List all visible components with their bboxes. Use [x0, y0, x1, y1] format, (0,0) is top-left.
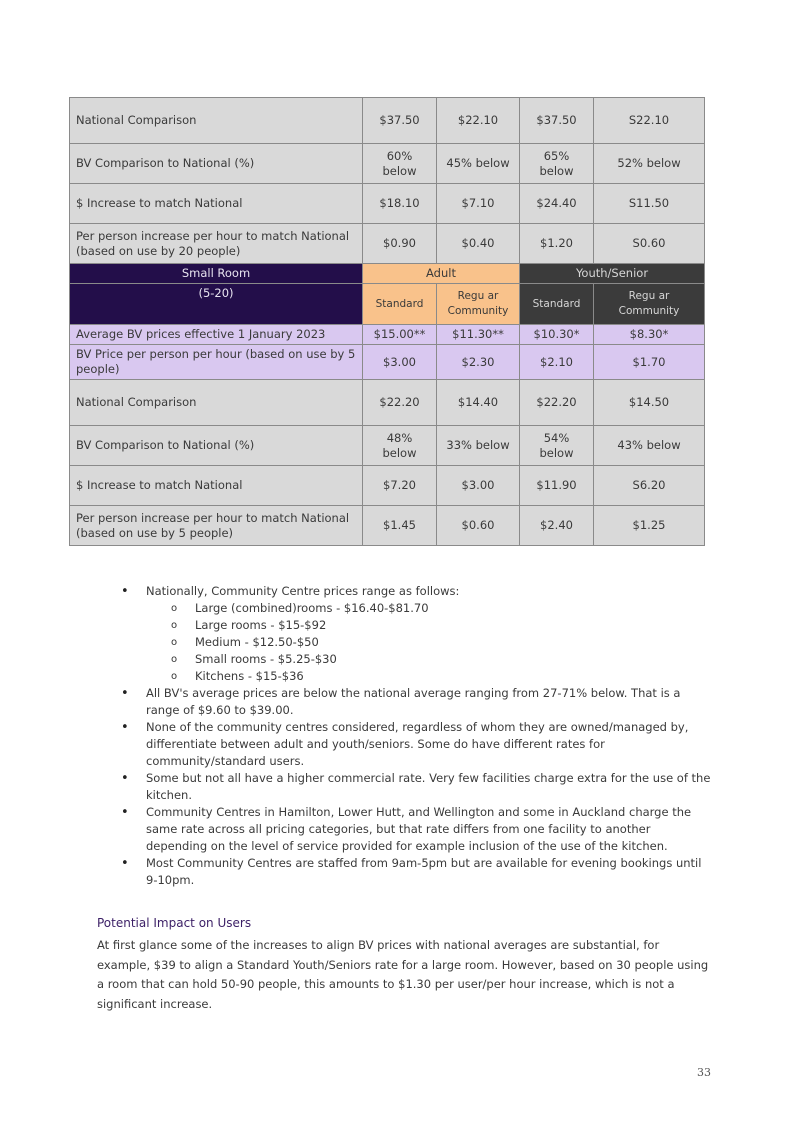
cell-value: 48% below	[363, 426, 437, 466]
cell-value: $1.70	[594, 345, 705, 380]
adult-standard-header: Standard	[363, 284, 437, 325]
cell-value: S11.50	[594, 184, 705, 224]
findings-list	[121, 583, 711, 889]
row-label: $ Increase to match National	[70, 184, 363, 224]
cell-value: $3.00	[363, 345, 437, 380]
list-item: • Most Community Centres are staffed from 9am-5pm but are available for evening bookings until 9-10pm.	[121, 855, 711, 889]
cell-value: 43% below	[594, 426, 705, 466]
table-header-row	[70, 264, 705, 284]
table-row	[70, 98, 705, 144]
youth-senior-header: Youth/Senior	[520, 264, 705, 284]
table-row	[70, 345, 705, 380]
bullet-text: Nationally, Community Centre prices range as follows:	[146, 584, 460, 598]
cell-value: $14.40	[437, 380, 520, 426]
list-item: • None of the community centres considered, regardless of whom they are owned/managed by, differentiate between adult and youth/seniors. Some do have different rates for community/standard users.	[121, 719, 711, 770]
youth-regular-header: Regu ar Community	[594, 284, 705, 325]
row-label: BV Comparison to National (%)	[70, 426, 363, 466]
table-row	[70, 466, 705, 506]
cell-value: $11.30**	[437, 325, 520, 345]
table-subheader-row	[70, 284, 705, 325]
cell-value: $1.25	[594, 506, 705, 546]
list-item: o Large rooms - $15-$92	[146, 617, 711, 634]
table-row	[70, 144, 705, 184]
cell-value: $14.50	[594, 380, 705, 426]
cell-value: 54% below	[520, 426, 594, 466]
row-label: BV Comparison to National (%)	[70, 144, 363, 184]
cell-value: $18.10	[363, 184, 437, 224]
list-item: • All BV's average prices are below the national average ranging from 27-71% below. That is a range of $9.60 to $39.00.	[121, 685, 711, 719]
cell-value: $2.10	[520, 345, 594, 380]
cell-value: $11.90	[520, 466, 594, 506]
cell-value: 45% below	[437, 144, 520, 184]
row-label: National Comparison	[70, 98, 363, 144]
cell-value: S6.20	[594, 466, 705, 506]
cell-value: $22.10	[437, 98, 520, 144]
list-item: o Small rooms - $5.25-$30	[146, 651, 711, 668]
adult-header: Adult	[363, 264, 520, 284]
cell-value: $22.20	[520, 380, 594, 426]
row-label: Per person increase per hour to match National (based on use by 20 people)	[70, 224, 363, 264]
pricing-comparison-table	[69, 97, 705, 546]
cell-value: $10.30*	[520, 325, 594, 345]
row-label: Per person increase per hour to match National (based on use by 5 people)	[70, 506, 363, 546]
list-item: • Some but not all have a higher commercial rate. Very few facilities charge extra for the use of the kitchen.	[121, 770, 711, 804]
table-row	[70, 184, 705, 224]
cell-value: $1.45	[363, 506, 437, 546]
list-item: • Community Centres in Hamilton, Lower Hutt, and Wellington and some in Auckland charge the same rate across all pricing categories, but that rate differs from one facility to another depending on the level of service provided for example inclusion of the use of the kitchen.	[121, 804, 711, 855]
cell-value: $7.20	[363, 466, 437, 506]
row-label: National Comparison	[70, 380, 363, 426]
table-row	[70, 506, 705, 546]
room-header: Small Room	[70, 264, 363, 284]
youth-standard-header: Standard	[520, 284, 594, 325]
price-range-sublist	[146, 600, 711, 685]
list-item: o Medium - $12.50-$50	[146, 634, 711, 651]
cell-value: $0.40	[437, 224, 520, 264]
adult-regular-header: Regu ar Community	[437, 284, 520, 325]
table-row	[70, 426, 705, 466]
cell-value: $22.20	[363, 380, 437, 426]
cell-value: $15.00**	[363, 325, 437, 345]
cell-value: $8.30*	[594, 325, 705, 345]
cell-value: $0.60	[437, 506, 520, 546]
row-label: Average BV prices effective 1 January 2023	[70, 325, 363, 345]
table-row	[70, 224, 705, 264]
cell-value: 65% below	[520, 144, 594, 184]
list-item	[121, 583, 711, 685]
cell-value: $3.00	[437, 466, 520, 506]
page-number: 33	[697, 1066, 711, 1079]
cell-value: $0.90	[363, 224, 437, 264]
cell-value: S0.60	[594, 224, 705, 264]
cell-value: $37.50	[363, 98, 437, 144]
cell-value: $7.10	[437, 184, 520, 224]
cell-value: 60% below	[363, 144, 437, 184]
list-item: o Kitchens - $15-$36	[146, 668, 711, 685]
cell-value: $2.30	[437, 345, 520, 380]
table-row	[70, 380, 705, 426]
section-heading: Potential Impact on Users	[97, 916, 252, 930]
row-label: $ Increase to match National	[70, 466, 363, 506]
cell-value: S22.10	[594, 98, 705, 144]
cell-value: $37.50	[520, 98, 594, 144]
cell-value: 52% below	[594, 144, 705, 184]
cell-value: $2.40	[520, 506, 594, 546]
cell-value: $1.20	[520, 224, 594, 264]
section-paragraph: At first glance some of the increases to align BV prices with national averages are substantial, for example, $39 to align a Standard Youth/Seniors rate for a large room. However, based on 30 people using a room that can hold 50-90 people, this amounts to $1.30 per user/per hour increase, which is not a significant increase.	[97, 938, 709, 1011]
row-label: BV Price per person per hour (based on use by 5 people)	[70, 345, 363, 380]
room-capacity: (5-20)	[70, 284, 363, 325]
cell-value: $24.40	[520, 184, 594, 224]
list-item: o Large (combined)rooms - $16.40-$81.70	[146, 600, 711, 617]
table-row	[70, 325, 705, 345]
cell-value: 33% below	[437, 426, 520, 466]
